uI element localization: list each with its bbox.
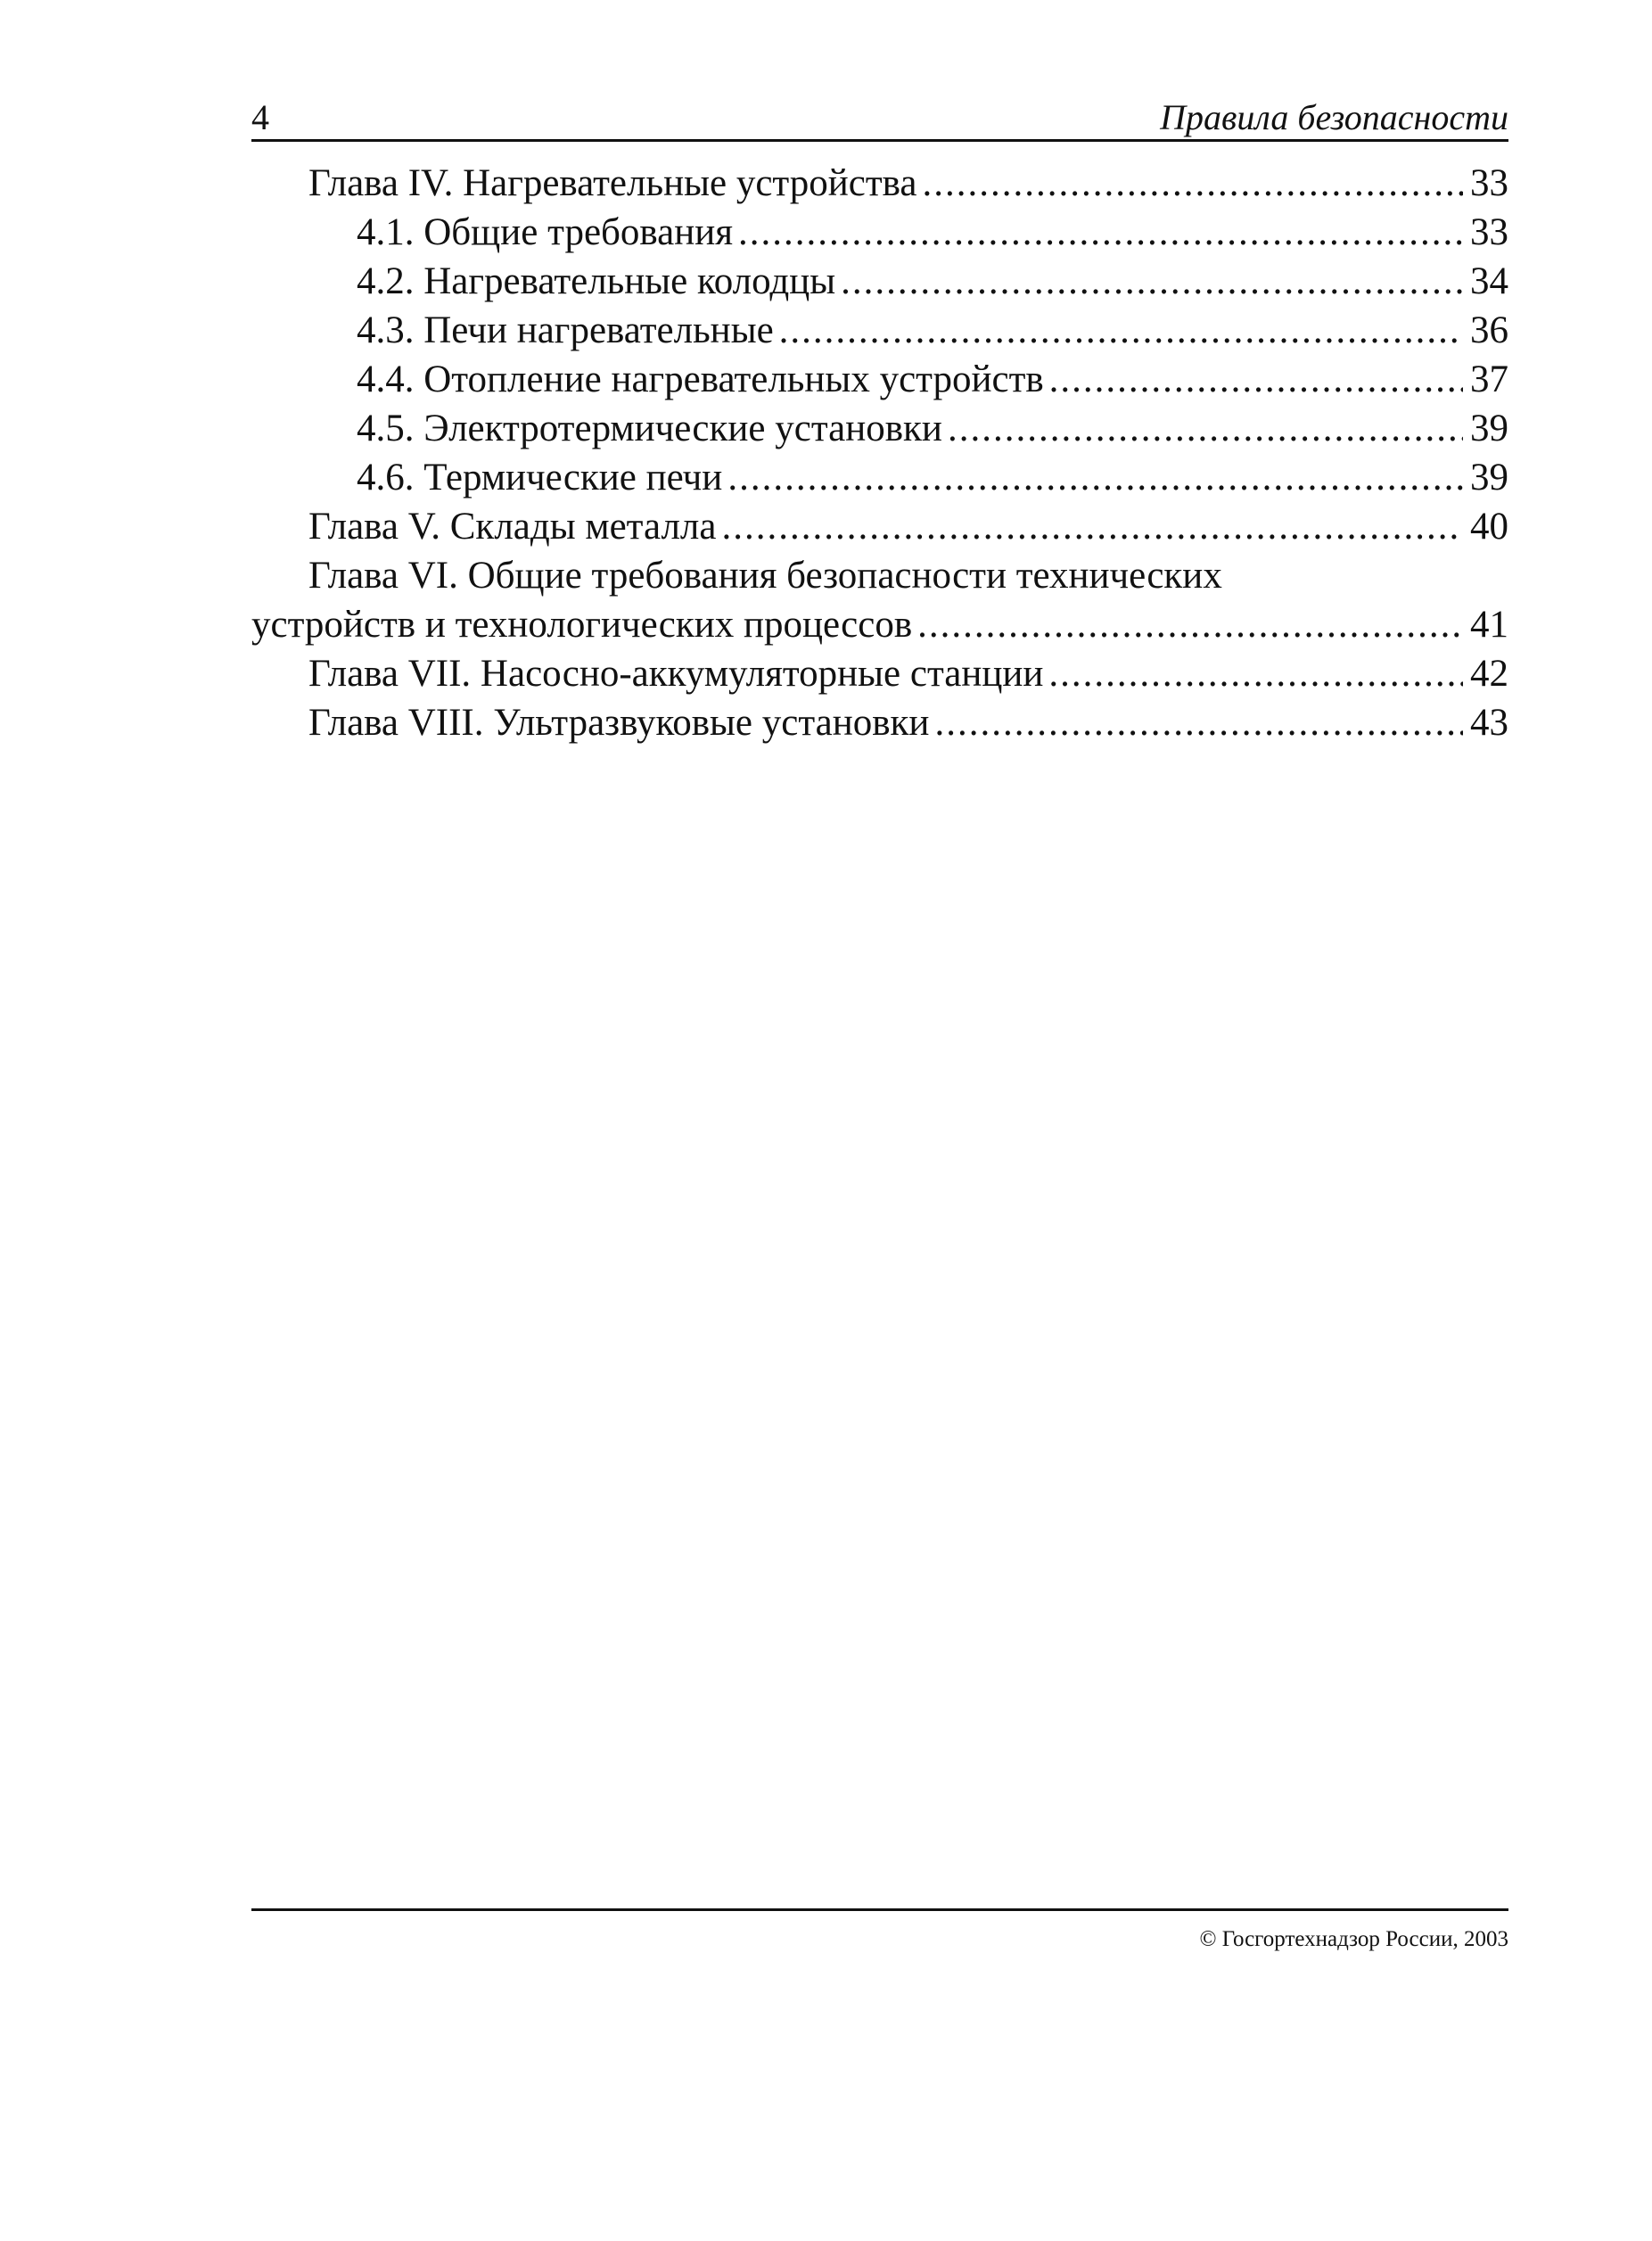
toc-entry-label: Глава VII. Насосно-аккумуляторные станции	[308, 653, 1044, 695]
toc-entry[interactable]	[251, 404, 1508, 453]
toc-entry-page: 39	[1470, 408, 1508, 449]
toc-entry[interactable]	[251, 257, 1508, 306]
toc-entry-continuation[interactable]	[251, 600, 1508, 649]
toc-entry-label: устройств и технологических процессов	[251, 604, 913, 646]
dot-leader	[779, 306, 1463, 355]
toc-entry-first-line[interactable]	[251, 551, 1508, 600]
toc-entry[interactable]	[251, 208, 1508, 257]
dot-leader	[922, 159, 1463, 208]
toc-entry-label: 4.5. Электротермические установки	[357, 408, 942, 449]
toc-entry-label: 4.2. Нагревательные колодцы	[357, 260, 836, 302]
footer-divider	[251, 1908, 1508, 1911]
toc-entry-label: 4.6. Термические печи	[357, 457, 723, 498]
toc-entry-label: Глава IV. Нагревательные устройства	[308, 162, 917, 204]
toc-entry-label: 4.1. Общие требования	[357, 211, 734, 253]
page-header	[251, 89, 1508, 142]
toc-entry-page: 41	[1470, 604, 1508, 646]
dot-leader	[917, 600, 1463, 649]
dot-leader	[721, 502, 1463, 551]
toc-entry-label: 4.3. Печи нагревательные	[357, 309, 774, 351]
toc-entry[interactable]	[251, 355, 1508, 404]
dot-leader	[841, 257, 1463, 306]
page-number: 4	[251, 97, 269, 137]
toc-entry-page: 33	[1470, 211, 1508, 253]
toc-entry[interactable]	[251, 453, 1508, 502]
toc-entry-page: 34	[1470, 260, 1508, 302]
dot-leader	[948, 404, 1463, 453]
toc-entry-page: 40	[1470, 506, 1508, 548]
toc-entry-page: 36	[1470, 309, 1508, 351]
dot-leader	[1048, 649, 1463, 698]
toc-entry-label: Глава VIII. Ультразвуковые установки	[308, 702, 930, 744]
toc-entry[interactable]	[251, 698, 1508, 747]
dot-leader	[738, 208, 1463, 257]
copyright-notice: © Госгортехнадзор России, 2003	[1199, 1927, 1508, 1951]
toc-entry-page: 33	[1470, 162, 1508, 204]
toc-entry-page: 37	[1470, 358, 1508, 400]
toc-entry-page: 42	[1470, 653, 1508, 695]
dot-leader	[1049, 355, 1463, 404]
toc-entry-page: 43	[1470, 702, 1508, 744]
toc-entry-label: Глава VI. Общие требования безопасности технических	[308, 555, 1222, 597]
toc-entry[interactable]	[251, 649, 1508, 698]
dot-leader	[934, 698, 1463, 747]
toc-entry-label: Глава V. Склады металла	[308, 506, 717, 548]
toc-entry[interactable]	[251, 159, 1508, 208]
toc-entry-label: 4.4. Отопление нагревательных устройств	[357, 358, 1044, 400]
dot-leader	[727, 453, 1463, 502]
toc-entry-page: 39	[1470, 457, 1508, 498]
running-title: Правила безопасности	[1160, 97, 1508, 137]
toc-entry[interactable]	[251, 502, 1508, 551]
table-of-contents	[251, 159, 1508, 747]
toc-entry[interactable]	[251, 306, 1508, 355]
